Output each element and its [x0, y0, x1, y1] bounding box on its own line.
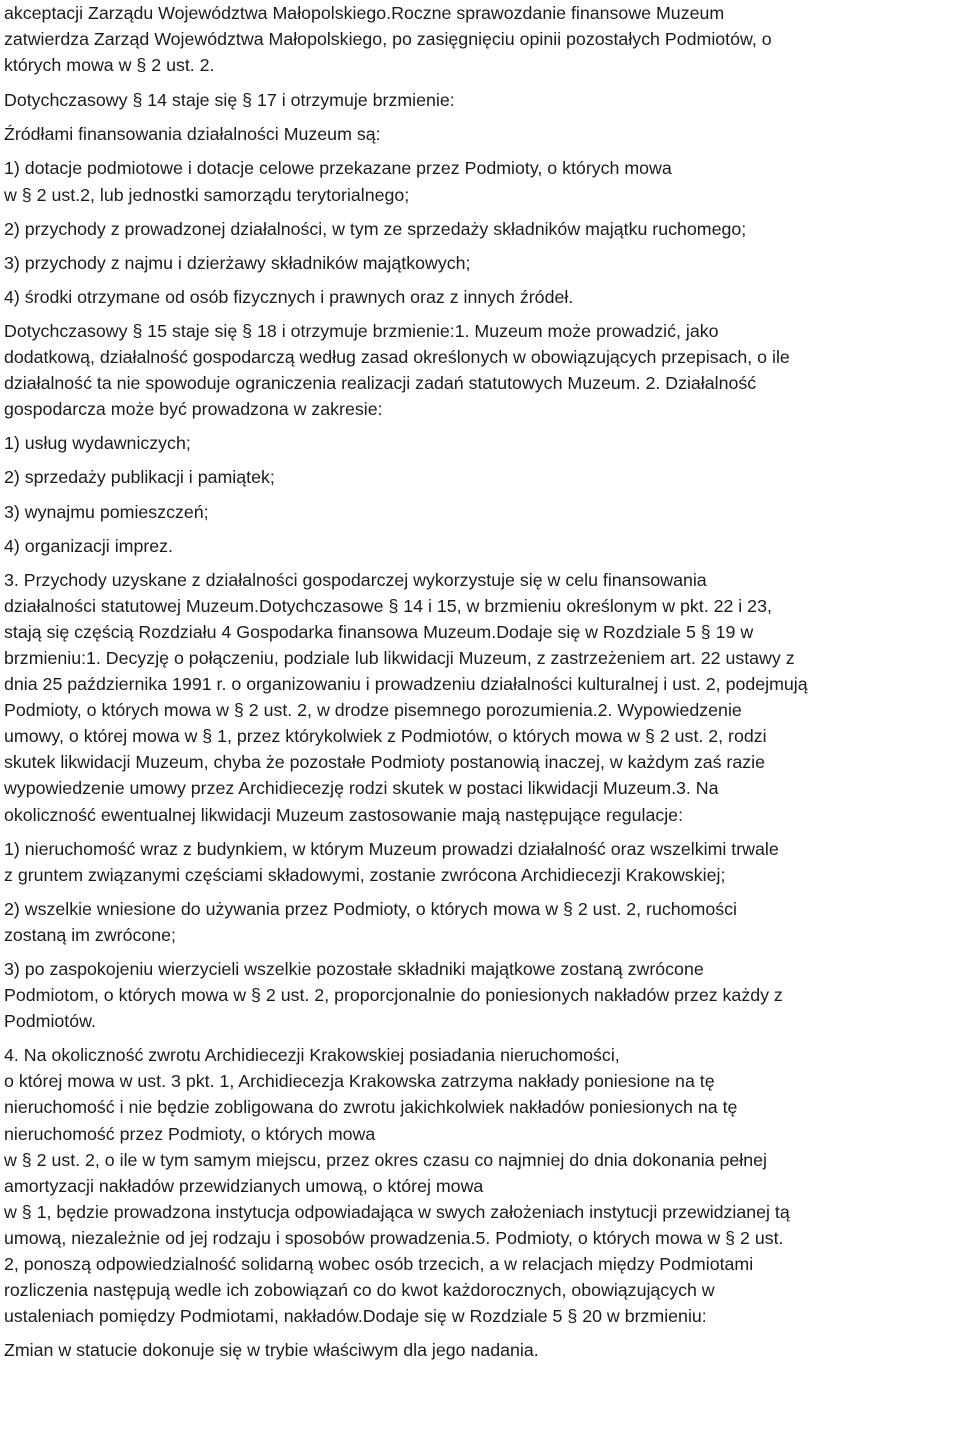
paragraph: 2) wszelkie wniesione do używania przez Podmioty, o których mowa w § 2 ust. 2, ruchomości zostaną im zwrócone;: [4, 898, 737, 945]
paragraph-spacer: [4, 113, 960, 121]
paragraph-spacer: [4, 828, 960, 836]
paragraph-spacer: [4, 422, 960, 430]
paragraph: 1) usług wydawniczych;: [4, 433, 191, 454]
paragraph-spacer: [4, 208, 960, 216]
paragraph-spacer: [4, 1034, 960, 1042]
paragraph-spacer: [4, 525, 960, 533]
paragraph: Dotychczasowy § 15 staje się § 18 i otrzymuje brzmienie:1. Muzeum może prowadzić, jako dodatkową, działalność gospodarczą według zasad określonych w obowiązujących przepisach, o ile działalność ta nie spowoduje ograniczenia realizacji zadań statutowych Muzeum. 2. Działalność gospodarcza może być prowadzona w zakresie:: [4, 320, 790, 420]
paragraph-spacer: [4, 310, 960, 318]
paragraph: Dotychczasowy § 14 staje się § 17 i otrzymuje brzmienie:: [4, 90, 455, 111]
paragraph: 4. Na okoliczność zwrotu Archidiecezji Krakowskiej posiadania nieruchomości, o której mowa w ust. 3 pkt. 1, Archidiecezja Krakowska zatrzyma nakłady poniesione na tę nieruchomość i nie będzie zobligowana do zwrotu jakichkolwiek nakładów poniesionych na tę nieruchomość przez Podmioty, o których mowa w § 2 ust. 2, o ile w tym samym miejscu, przez okres czasu co najmniej do dnia dokonania pełnej amortyzacji nakładów przewidzianych umową, o której mowa w § 1, będzie prowadzona instytucja odpowiadająca w swych założeniach instytucji przewidzianej tą umową, niezależnie od jej rodzaju i sposobów prowadzenia.5. Podmioty, o których mowa w § 2 ust. 2, ponoszą odpowiedzialność solidarną wobec osób trzecich, a w relacjach między Podmiotami rozliczenia następują wedle ich zobowiązań co do kwot każdorocznych, obowiązujących w ustaleniach pomiędzy Podmiotami, nakładów.Dodaje się w Rozdziale 5 § 20 w brzmieniu:: [4, 1045, 790, 1327]
paragraph: 3) po zaspokojeniu wierzycieli wszelkie pozostałe składniki majątkowe zostaną zwrócone Podmiotom, o których mowa w § 2 ust. 2, proporcjonalnie do poniesionych nakładów przez każdy z Podmiotów.: [4, 959, 783, 1032]
paragraph: 3) wynajmu pomieszczeń;: [4, 501, 209, 522]
paragraph-spacer: [4, 948, 960, 956]
paragraph: Zmian w statucie dokonuje się w trybie właściwym dla jego nadania.: [4, 1340, 539, 1361]
paragraph: 1) dotacje podmiotowe i dotacje celowe przekazane przez Podmioty, o których mowa w § 2 ust.2, lub jednostki samorządu terytorialnego;: [4, 158, 672, 205]
paragraph-spacer: [4, 242, 960, 250]
paragraph-spacer: [4, 1329, 960, 1337]
paragraph-spacer: [4, 456, 960, 464]
paragraph: 3) przychody z najmu i dzierżawy składników majątkowych;: [4, 252, 471, 273]
paragraph: Źródłami finansowania działalności Muzeum są:: [4, 124, 381, 145]
paragraph: 4) organizacji imprez.: [4, 535, 173, 556]
paragraph: 2) sprzedaży publikacji i pamiątek;: [4, 467, 275, 488]
paragraph: 4) środki otrzymane od osób fizycznych i prawnych oraz z innych źródeł.: [4, 286, 574, 307]
paragraph: 2) przychody z prowadzonej działalności, w tym ze sprzedaży składników majątku ruchomego;: [4, 218, 747, 239]
paragraph-spacer: [4, 888, 960, 896]
paragraph-spacer: [4, 276, 960, 284]
paragraph-spacer: [4, 78, 960, 87]
paragraph-spacer: [4, 491, 960, 499]
paragraph-spacer: [4, 559, 960, 567]
paragraph-spacer: [4, 147, 960, 155]
paragraph: akceptacji Zarządu Województwa Małopolskiego.Roczne sprawozdanie finansowe Muzeum zatwierdza Zarząd Województwa Małopolskiego, po zasięgnięciu opinii pozostałych Podmiotów, o których mowa w § 2 ust. 2.: [4, 3, 772, 76]
paragraph: 1) nieruchomość wraz z budynkiem, w którym Muzeum prowadzi działalność oraz wszelkimi trwale z gruntem związanymi częściami składowymi, zostanie zwrócona Archidiecezji Krakowskiej;: [4, 838, 779, 885]
paragraph: 3. Przychody uzyskane z działalności gospodarczej wykorzystuje się w celu finansowania działalności statutowej Muzeum.Dotychczasowe § 14 i 15, w brzmieniu określonym w pkt. 22 i 23, stają się częścią Rozdziału 4 Gospodarka finansowa Muzeum.Dodaje się w Rozdziale 5 § 19 w brzmieniu:1. Decyzję o połączeniu, podziale lub likwidacji Muzeum, z zastrzeżeniem art. 22 ustawy z dnia 25 października 1991 r. o organizowaniu i prowadzeniu działalności kulturalnej i ust. 2, podejmują Podmioty, o których mowa w § 2 ust. 2, w drodze pisemnego porozumienia.2. Wypowiedzenie umowy, o której mowa w § 1, przez którykolwiek z Podmiotów, o których mowa w § 2 ust. 2, rodzi skutek likwidacji Muzeum, chyba że pozostałe Podmioty postanowią inaczej, w każdym zaś razie wypowiedzenie umowy przez Archidiecezję rodzi skutek w postaci likwidacji Muzeum.3. Na okoliczność ewentualnej likwidacji Muzeum zastosowanie mają następujące regulacje:: [4, 569, 808, 825]
